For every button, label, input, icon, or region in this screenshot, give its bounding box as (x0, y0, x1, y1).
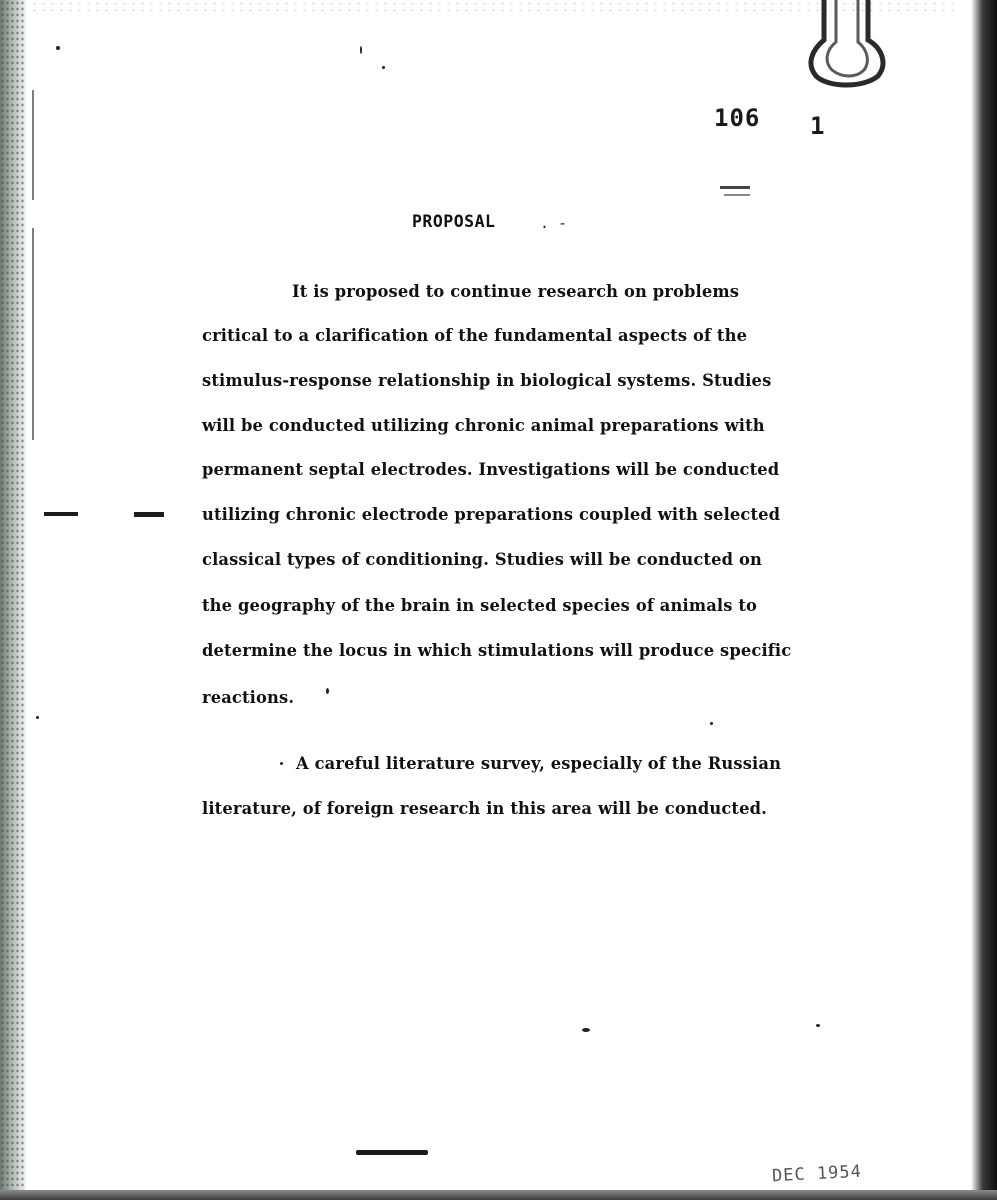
scan-bottom-edge (0, 1190, 997, 1200)
scan-speck (582, 1028, 590, 1032)
paragraph-line: the geography of the brain in selected species of animals to (202, 596, 758, 615)
scan-speck (326, 688, 329, 694)
page-number: 106 (714, 104, 761, 132)
scan-speck (710, 722, 713, 725)
paragraph-line: permanent septal electrodes. Investigations will be conducted (202, 460, 780, 479)
scan-speck (816, 1024, 820, 1027)
paragraph-line: A careful literature survey, especially of the Russian (296, 754, 782, 773)
paper-clip-icon (802, 0, 892, 92)
margin-rule-line (32, 228, 34, 440)
paragraph-line: utilizing chronic electrode preparations coupled with selected (202, 505, 781, 524)
paragraph-line: stimulus-response relationship in biological systems. Studies (202, 371, 772, 390)
scan-speck (56, 46, 60, 50)
paragraph-line: determine the locus in which stimulations will produce specific (202, 641, 792, 660)
scan-left-edge-noise (0, 0, 26, 1200)
scan-right-edge (971, 0, 997, 1200)
page-sub-number: 1 (810, 112, 825, 140)
paragraph-line: literature, of foreign research in this area will be conducted. (202, 799, 767, 818)
paragraph-line: It is proposed to continue research on problems (292, 282, 740, 301)
scan-speck (360, 46, 362, 54)
scan-speck (280, 762, 283, 765)
scan-speck (382, 66, 385, 69)
paragraph-line: reactions. (202, 688, 295, 707)
margin-marker-dash (44, 512, 78, 516)
header-dash-mark (724, 194, 750, 196)
paragraph-line: critical to a clarification of the fundamental aspects of the (202, 326, 748, 345)
heading-tail-mark: . - (540, 214, 568, 232)
date-stamp: DEC 1954 (771, 1161, 863, 1187)
scan-speck (36, 716, 39, 719)
header-dash-mark (720, 186, 750, 189)
margin-arrow-icon (134, 512, 164, 517)
paragraph-line: will be conducted utilizing chronic animal preparations with (202, 416, 765, 435)
document-heading: PROPOSAL (412, 212, 496, 231)
footer-mark (356, 1150, 428, 1155)
paragraph-line: classical types of conditioning. Studies will be conducted on (202, 550, 762, 569)
margin-rule-line (32, 90, 34, 200)
